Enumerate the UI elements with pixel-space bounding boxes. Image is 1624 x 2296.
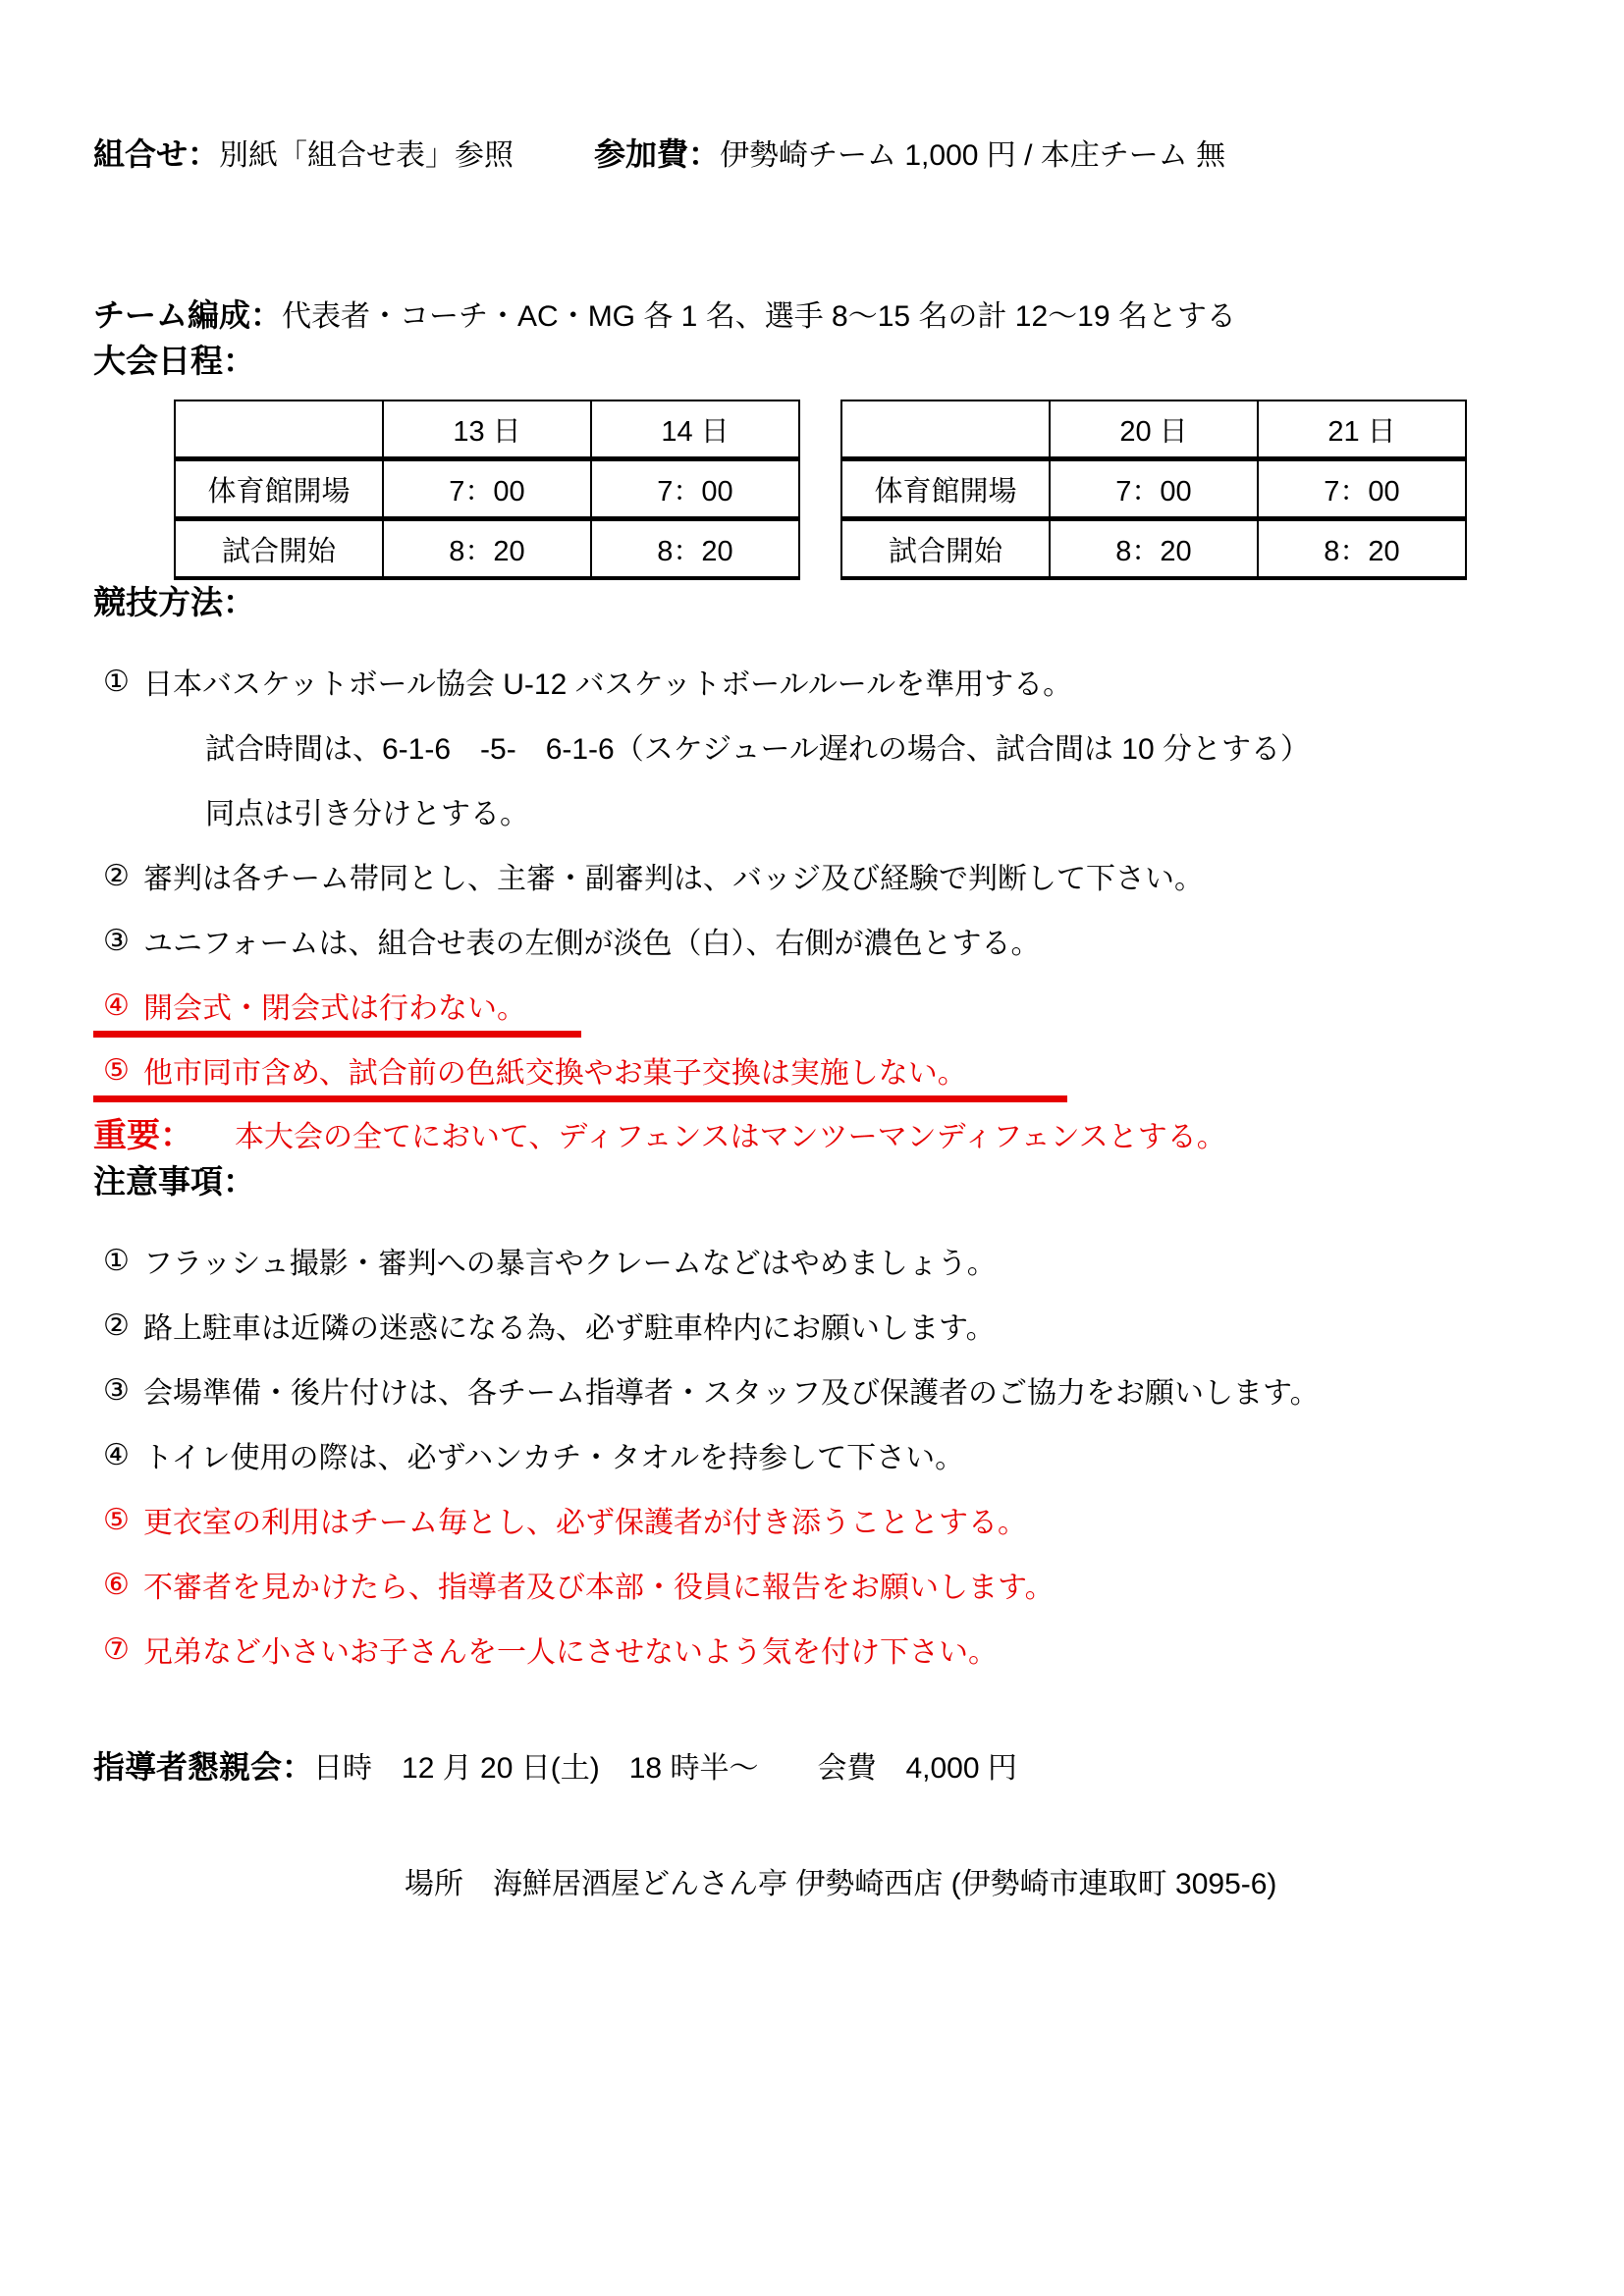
party-line2 [93, 1817, 1565, 1952]
row-label: 体育館開場 [841, 459, 1050, 519]
time-cell: 8：20 [383, 519, 591, 579]
day-header: 20 日 [1050, 400, 1258, 459]
item-text: 兄弟など小さいお子さんを一人にさせないよう気を付け下さい。 [143, 1636, 998, 1669]
rule-item-2 [103, 843, 1565, 908]
item-text: ユニフォームは、組合せ表の左側が淡色（白）、右側が濃色とする。 [143, 928, 1041, 960]
table-row-game-start [841, 519, 1466, 579]
corner-cell [175, 400, 383, 459]
pairing-fee-line [93, 133, 1565, 178]
party-place: 場所 海鮮居酒屋どんさん亭 伊勢崎西店 (伊勢崎市連取町 3095-6) [405, 1868, 1277, 1900]
time-cell: 8：20 [1258, 519, 1466, 579]
fee-label: 参加費： [594, 136, 721, 172]
note-item-2 [103, 1293, 1565, 1358]
note-item-3 [103, 1358, 1565, 1422]
item-text: 更衣室の利用はチーム毎とし、必ず保護者が付き添うこととする。 [143, 1507, 1027, 1539]
row-label: 試合開始 [175, 519, 383, 579]
item-text: 試合時間は、6-1-6 -5- 6-1-6（スケジュール遅れの場合、試合間は 10 分とする） [205, 733, 1310, 766]
item-text: 不審者を見かけたら、指導者及び本部・役員に報告をお願いします。 [143, 1572, 1055, 1604]
party-datetime: 日時 12 月 20 日(土) 18 時半～ 会費 4,000 円 [313, 1752, 1017, 1785]
corner-cell [841, 400, 1050, 459]
rule-item-1 [103, 649, 1565, 714]
important-line [93, 1108, 1565, 1159]
fee-value: 伊勢崎チーム 1,000 円 / 本庄チーム 無 [720, 139, 1226, 172]
item-marker: ⑤ [103, 1053, 130, 1087]
rules-list [103, 649, 1565, 1102]
item-marker: ⑤ [103, 1503, 130, 1536]
rule-item-4-no-ceremony [103, 973, 1565, 1038]
rule-item-1-cont-b [103, 778, 1565, 843]
item-text: トイレ使用の際は、必ずハンカチ・タオルを持参して下さい。 [143, 1442, 965, 1474]
item-text: フラッシュ撮影・審判への暴言やクレームなどはやめましょう。 [143, 1248, 997, 1280]
time-cell: 8：20 [1050, 519, 1258, 579]
item-marker: ④ [103, 988, 130, 1022]
rules-heading: 競技方法： [93, 584, 255, 620]
pairing-label: 組合せ： [93, 136, 220, 172]
table-row-gym-open [841, 459, 1466, 519]
team-composition-line [93, 294, 1565, 339]
item-text: 他市同市含め、試合前の色紙交換やお菓子交換は実施しない。 [143, 1057, 967, 1090]
row-label: 体育館開場 [175, 459, 383, 519]
time-cell: 7：00 [1258, 459, 1466, 519]
important-text: 本大会の全てにおいて、ディフェンスはマンツーマンディフェンスとする。 [235, 1121, 1226, 1153]
team-label: チーム編成： [93, 297, 283, 333]
day-header: 13 日 [383, 400, 591, 459]
item-text: 審判は各チーム帯同とし、主審・副審判は、バッジ及び経験で判断して下さい。 [143, 863, 1204, 895]
table-row-game-start [175, 519, 799, 579]
time-cell: 7：00 [1050, 459, 1258, 519]
party-section [93, 1744, 1565, 1952]
rule-item-3 [103, 908, 1565, 973]
item-text: 会場準備・後片付けは、各チーム指導者・スタッフ及び保護者のご協力をお願いします。 [143, 1377, 1320, 1410]
schedule-tables [174, 400, 1565, 580]
pairing-value: 別紙「組合せ表」参照 [219, 139, 514, 172]
item-marker: ⑦ [103, 1632, 130, 1666]
item-text: 路上駐車は近隣の迷惑になる為、必ず駐車枠内にお願いします。 [143, 1312, 996, 1345]
notes-heading: 注意事項： [93, 1163, 255, 1200]
notes-list [103, 1228, 1565, 1682]
table-row-gym-open [175, 459, 799, 519]
item-marker: ① [103, 665, 130, 698]
time-cell: 8：20 [591, 519, 799, 579]
schedule-table-weekend2 [840, 400, 1467, 580]
item-marker: ① [103, 1244, 130, 1277]
party-line1 [93, 1744, 1565, 1791]
item-text: 開会式・閉会式は行わない。 [143, 992, 526, 1025]
item-marker: ③ [103, 924, 130, 957]
row-label: 試合開始 [841, 519, 1050, 579]
note-item-1 [103, 1228, 1565, 1293]
rule-item-1-cont-a [103, 714, 1565, 778]
time-cell: 7：00 [591, 459, 799, 519]
schedule-heading: 大会日程： [93, 343, 255, 379]
table-header-row [841, 400, 1466, 459]
time-cell: 7：00 [383, 459, 591, 519]
item-text: 日本バスケットボール協会 U-12 バスケットボールルールを準用する。 [143, 668, 1073, 701]
note-item-5 [103, 1487, 1565, 1552]
important-label: 重要： [93, 1117, 193, 1154]
table-header-row [175, 400, 799, 459]
item-marker: ② [103, 859, 130, 892]
team-value: 代表者・コーチ・AC・MG 各 1 名、選手 8～15 名の計 12～19 名とする [282, 300, 1236, 333]
note-item-6 [103, 1552, 1565, 1617]
day-header: 21 日 [1258, 400, 1466, 459]
party-label: 指導者懇親会： [93, 1749, 314, 1785]
item-marker: ④ [103, 1438, 130, 1471]
rule-item-5-no-exchange [103, 1038, 1565, 1102]
item-marker: ③ [103, 1373, 130, 1407]
item-marker: ⑥ [103, 1568, 130, 1601]
item-marker: ② [103, 1308, 130, 1342]
note-item-4 [103, 1422, 1565, 1487]
note-item-7 [103, 1617, 1565, 1682]
day-header: 14 日 [591, 400, 799, 459]
item-text: 同点は引き分けとする。 [205, 798, 529, 830]
schedule-table-weekend1 [174, 400, 800, 580]
